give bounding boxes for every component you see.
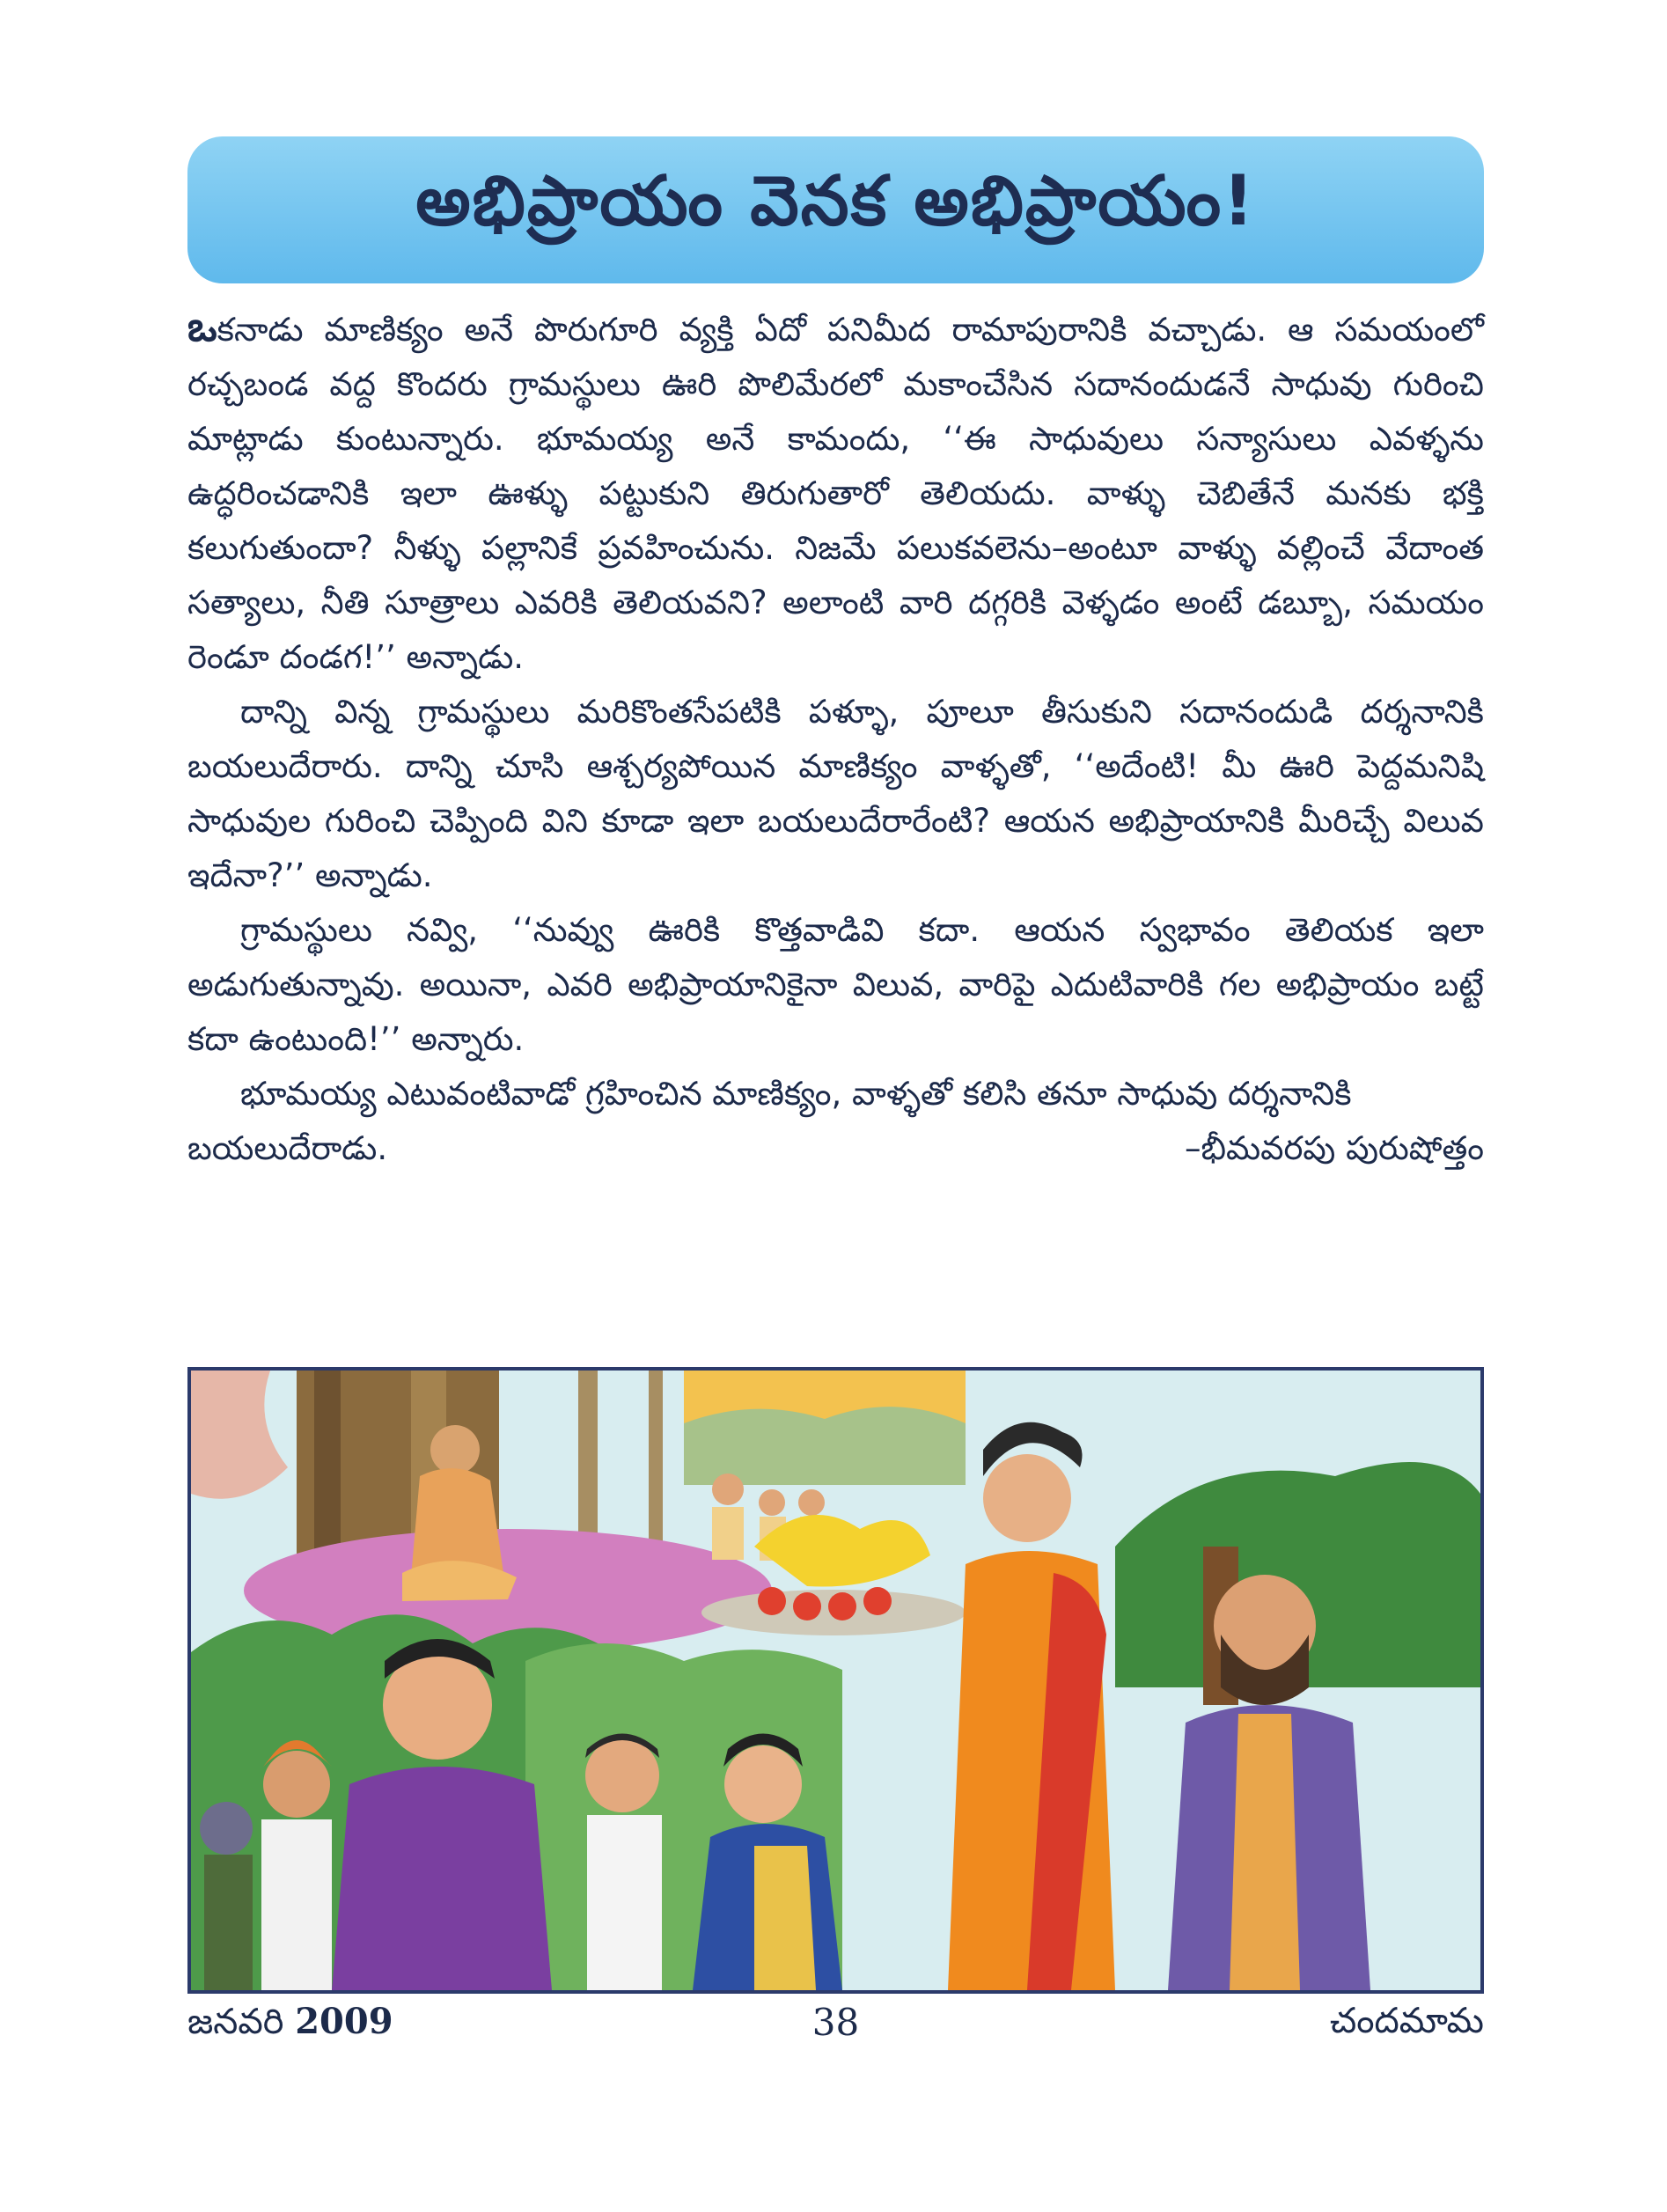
magazine-name: చందమామ — [1329, 2001, 1484, 2041]
paragraph-3: గ్రామస్థులు నవ్వి, ‘‘నువ్వు ఊరికి కొత్తవాడివి కదా. ఆయన స్వభావం తెలియక ఇలా అడుగుతున్నావు. అయినా, ఎవరి అభిప్రాయానికైనా విలువ, వారిపై ఎదుటివారికి గల అభిప్రాయం బట్టే కదా ఉంటుంది!’’ అన్నారు. — [187, 911, 1484, 1058]
paragraph-2: దాన్ని విన్న గ్రామస్థులు మరికొంతసేపటికి పళ్ళూ, పూలూ తీసుకుని సదానందుడి దర్శనానికి బయలుదేరారు. దాన్ని చూసి ఆశ్చర్యపోయిన మాణిక్యం వాళ్ళతో, ‘‘అదేంటి! మీ ఊరి పెద్దమనిషి సాధువుల గురించి చెప్పింది విని కూడా ఇలా బయలుదేరారేంటి? ఆయన అభిప్రాయానికి మీరిచ్చే విలువ ఇదేనా?’’ అన్నాడు. — [187, 693, 1484, 894]
story-body — [187, 299, 1484, 1176]
paragraph-4: భూమయ్య ఎటువంటివాడో గ్రహించిన మాణిక్యం, వాళ్ళతో కలిసి తనూ సాధువు దర్శనానికి — [240, 1075, 1352, 1113]
closing-line — [187, 1121, 1484, 1176]
footer-year: 2009 — [295, 2001, 393, 2042]
author-credit: –భీమవరపు పురుషోత్తం — [1185, 1129, 1484, 1167]
paragraph-1-text: కనాడు మాణిక్యం అనే పొరుగూరి వ్యక్తి ఏదో పనిమీద రామాపురానికి వచ్చాడు. ఆ సమయంలో రచ్చబండ వద్ద కొందరు గ్రామస్థులు ఊరి పొలిమేరలో మకాంచేసిన సదానందుడనే సాధువు గురించి మాట్లాడు కుంటున్నారు. భూమయ్య అనే కామందు, ‘‘ఈ సాధువులు సన్యాసులు ఎవళ్ళను ఉద్ధరించడానికి ఇలా ఊళ్ళు పట్టుకుని తిరుగుతారో తెలియదు. వాళ్ళు చెబితేనే మనకు భక్తి కలుగుతుందా? నీళ్ళు పల్లానికే ప్రవహించును. నిజమే పలుకవలెను–అంటూ వాళ్ళు వల్లించే వేదాంత సత్యాలు, నీతి సూత్రాలు ఎవరికి తెలియవని? అలాంటి వారి దగ్గరికి వెళ్ళడం అంటే డబ్బూ, సమయం రెండూ దండగ!’’ అన్నాడు. — [187, 311, 1484, 676]
story-illustration — [187, 1367, 1484, 1994]
story-title: అభిప్రాయం వెనక అభిప్రాయం! — [415, 162, 1256, 241]
drop-letter: ఒ — [187, 303, 217, 350]
page-number: 38 — [811, 2001, 860, 2044]
page-footer — [187, 1994, 1484, 2055]
illustration-artwork — [191, 1371, 1480, 1990]
paragraph-1 — [187, 299, 1484, 685]
paragraph-4-end: బయలుదేరాడు. — [187, 1129, 388, 1167]
footer-month: జనవరి — [187, 2002, 284, 2042]
title-banner — [187, 136, 1484, 283]
